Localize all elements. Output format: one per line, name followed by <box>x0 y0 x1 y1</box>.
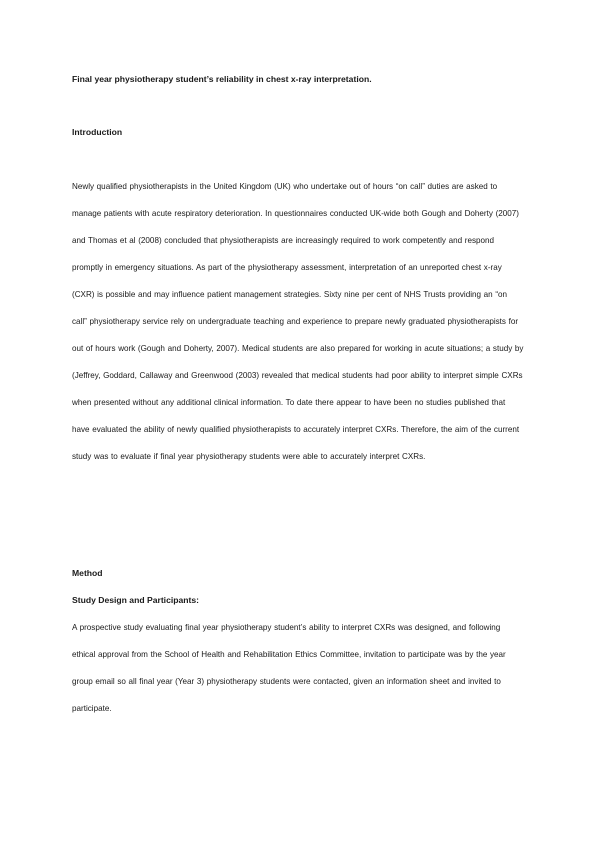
study-design-subheading: Study Design and Participants: <box>72 595 200 605</box>
document-title: Final year physiotherapy student’s reliability in chest x-ray interpretation. <box>72 74 372 84</box>
method-heading: Method <box>72 568 103 578</box>
method-paragraph: A prospective study evaluating final year physiotherapy student’s ability to interpret CXRs was designed, and following ethical approval from the School of Health and Rehabilitation Ethics Committee, invitation to participate was by the year group email so all final year (Year 3) physiotherapy students were contacted, given an information sheet and invited to participate. <box>72 623 506 713</box>
introduction-paragraph: Newly qualified physiotherapists in the United Kingdom (UK) who undertake out of hours “on call” duties are asked to manage patients with acute respiratory deterioration. In questionnaires conducted UK-wide both Gough and Doherty (2007) and Thomas et al (2008) concluded that physiotherapists are increasingly required to work competently and respond promptly in emergency situations. As part of the physiotherapy assessment, interpretation of an unreported chest x-ray (CXR) is possible and may influence patient management strategies. Sixty nine per cent of NHS Trusts providing an “on call” physiotherapy service rely on undergraduate teaching and experience to prepare newly graduated physiotherapists for out of hours work (Gough and Doherty, 2007). Medical students are also prepared for working in acute situations; a study by (Jeffrey, Goddard, Callaway and Greenwood (2003) revealed that medical students had poor ability to interpret simple CXRs when presented without any additional clinical information. To date there appear to have been no studies published that have evaluated the ability of newly qualified physiotherapists to accurately interpret CXRs. Therefore, the aim of the current study was to evaluate if final year physiotherapy students were able to accurately interpret CXRs. <box>72 182 524 461</box>
introduction-heading: Introduction <box>72 127 123 137</box>
